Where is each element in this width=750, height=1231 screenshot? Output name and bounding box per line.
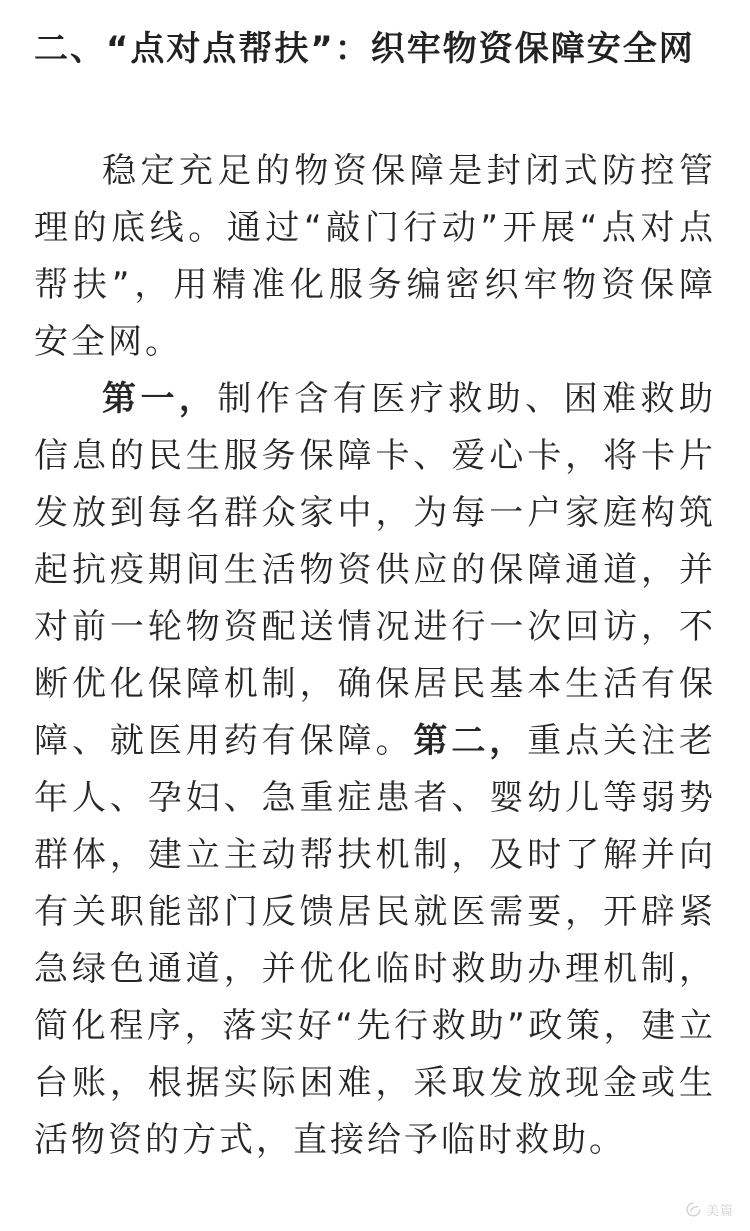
point-one-label: 第一， [102, 379, 218, 419]
measures-paragraph [34, 371, 716, 1169]
point-two-text: 重点关注老年人、孕妇、急重症患者、婴幼儿等弱势群体，建立主动帮扶机制，及时了解并向有关职能部门反馈居民就医需要，开辟紧急绿色通道，并优化临时救助办理机制，简化程序，落实好“先行救助”政策，建立台账，根据实际困难，采取发放现金或生活物资的方式，直接给予临时救助。 [34, 721, 717, 1160]
watermark-text: 美篇 [705, 1204, 734, 1219]
intro-paragraph: 稳定充足的物资保障是封闭式防控管理的底线。通过“敲门行动”开展“点对点帮扶”，用精准化服务编密织牢物资保障安全网。 [34, 151, 716, 362]
meipian-watermark [685, 1200, 734, 1219]
section-heading: 二、“点对点帮扶”：织牢物资保障安全网 [34, 29, 695, 69]
point-one-text: 制作含有医疗救助、困难救助信息的民生服务保障卡、爱心卡，将卡片发放到每名群众家中，为每一户家庭构筑起抗疫期间生活物资供应的保障通道，并对前一轮物资配送情况进行一次回访，不断优化保障机制，确保居民基本生活有保障、就医用药有保障。 [34, 379, 717, 761]
point-two-label: 第二， [413, 721, 528, 761]
meipian-logo-icon [685, 1201, 702, 1218]
